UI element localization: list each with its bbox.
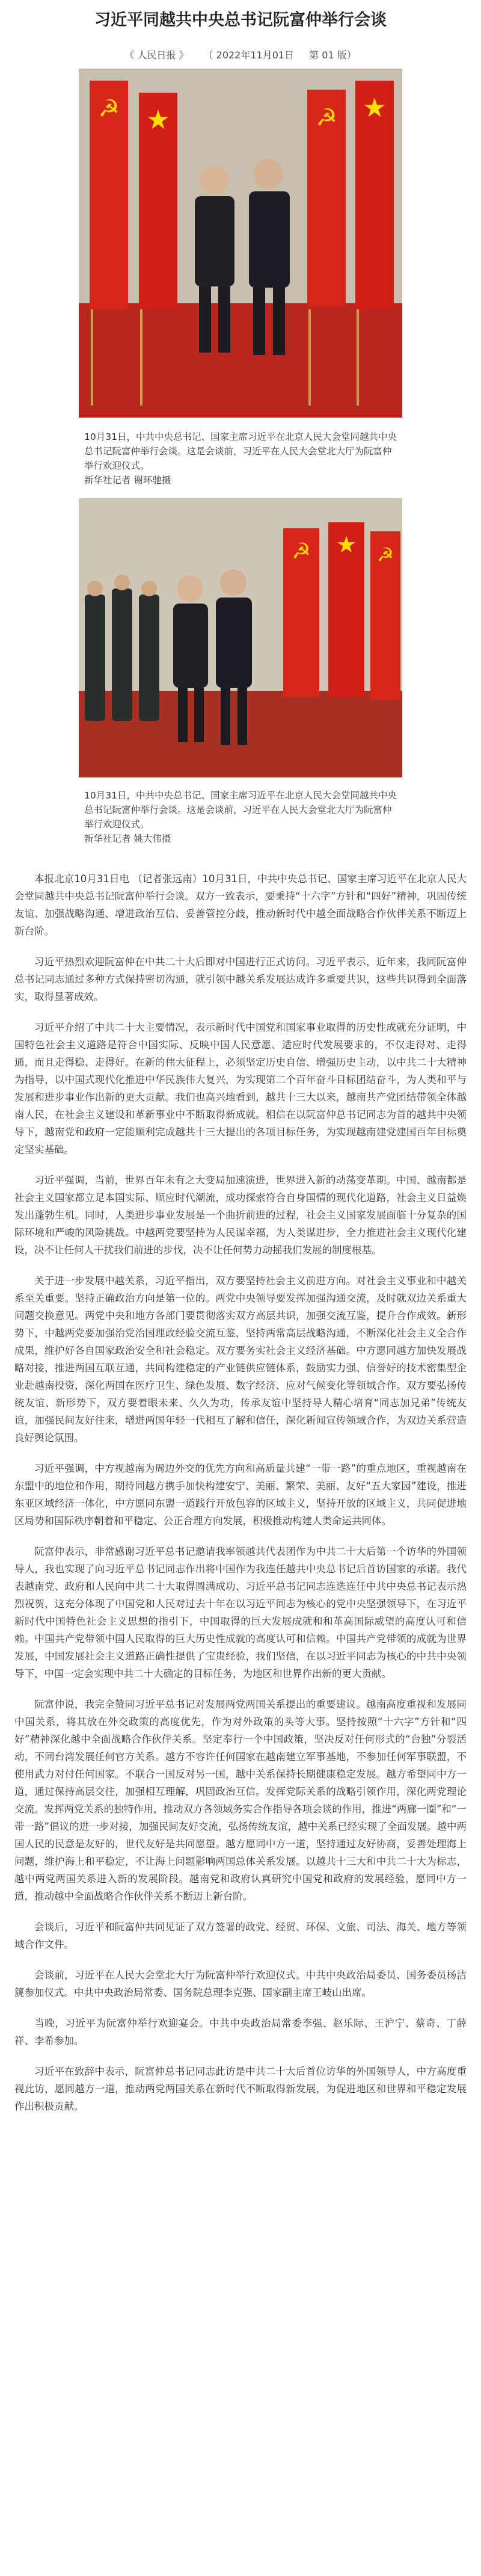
caption-credit: 新华社记者 姚大伟摄: [84, 833, 171, 844]
article-meta: [0, 48, 481, 63]
page-label: 第 01 版）: [309, 49, 357, 61]
article-body: [14, 870, 467, 2115]
paragraph: 本报北京10月31日电 （记者张远南）10月31日，中共中央总书记、国家主席习近平在北京人民大会堂同越共中央总书记阮富仲举行会谈。双方一致表示，要秉持“十六字”方针和“四好”精神，巩固传统友谊、加强战略沟通、增进政治互信、妥善管控分歧，推动新时代中越全面战略合作伙伴关系不断迈上新台阶。: [14, 873, 467, 937]
article-title: 习近平同越共中央总书记阮富仲举行会谈: [94, 11, 387, 29]
paragraph: 当晚，习近平为阮富仲举行欢迎宴会。中共中央政治局常委李强、赵乐际、王沪宁、蔡奇、丁薛祥、李希参加。: [14, 2018, 467, 2046]
svg-text:★: ★: [335, 531, 357, 558]
svg-text:☭: ☭: [291, 539, 311, 564]
svg-text:☭: ☭: [316, 104, 337, 132]
paragraph: 会谈前，习近平在人民大会堂北大厅为阮富仲举行欢迎仪式。中共中央政治局委员、国务委员杨洁篪参加仪式。中共中央政治局常委、国务院总理李克强、国家副主席王岐山出席。: [14, 1969, 467, 1998]
photo-welcome-ceremony: [79, 69, 402, 418]
paragraph: 习近平在致辞中表示，阮富仲总书记同志此访是中共二十大后首位访华的外国领导人，中方高度重视此访，愿同越方一道，推动两党两国关系在新时代不断取得新发展，为促进地区和世界和平稳定发展作出积极贡献。: [14, 2066, 467, 2112]
paragraph: 习近平热烈欢迎阮富仲在中共二十大后即对中国进行正式访问。习近平表示，近年来，我同阮富仲总书记同志通过多种方式保持密切沟通，就引领中越关系发展达成许多重要共识，这些共识得到全面落实，取得显著成效。: [14, 956, 467, 1002]
paragraph: 会谈后，习近平和阮富仲共同见证了双方签署的政党、经贸、环保、文旅、司法、海关、地方等领域合作文件。: [14, 1921, 467, 1950]
paragraph: 阮富仲表示，非常感谢习近平总书记邀请我率领越共代表团作为中共二十大后第一个访华的外国领导人，我也实现了向习近平总书记同志作出将中国作为我连任越共中央总书记后首访国家的承诺。我代表越南党、政府和人民向中共二十大取得圆满成功、习近平总书记同志连选连任中共中央总书记表示热烈祝贺，这充分体现了中国党和人民对过去十年在以习近平同志为核心的党中央坚强领导下，在习近平新时代中国特色社会主义思想的指引下，中国取得的巨大发展成就和和革高国际威望的高度认可和信赖。中国共产党带领中国人民取得的巨大历史性成就的高度认可和信赖。中国共产党带领的成就为世界发展，中国发展社会主义道路正确性提供了宝贵经验，我们坚信，在以习近平同志为核心的中共中央领导下，中国一定会实现中共二十大确定的目标任务，为地区和世界作出新的更大贡献。: [14, 1546, 467, 1679]
svg-text:☭: ☭: [98, 95, 120, 123]
caption-text: 10月31日，中共中央总书记、国家主席习近平在北京人民大会堂同越共中央总书记阮富仲举行会谈。这是会谈前，习近平在人民大会堂北大厅为阮富仲举行欢迎仪式。: [84, 431, 397, 471]
photo-caption-2: [84, 788, 397, 846]
svg-text:★: ★: [363, 93, 387, 123]
source-label: 《 人民日报 》: [124, 49, 189, 61]
paragraph: 关于进一步发展中越关系，习近平指出，双方要坚持社会主义前进方向。对社会主义事业和中越关系至关重要。坚持正确政治方向是第一位的。两党中央领导要发挥加强沟通交流，及时就双边关系重大问题交换意见。两党中央和地方各部门要贯彻落实双方高层共识，加强交流互鉴，提升合作成效。新形势下，中越两党要加强治党治国理政经验交流互鉴，坚持两常高层战略沟通，不断深化社会主义全合作成果，维护好各自国家政治安全和社会稳定。双方要务实社会主义经济基础。中方愿同越方加快发展战略对接，推进两国互联互通，共同构建稳定的产业链供应链体系，鼓励实力强、信誉好的技术密集型企业赴越南投资，深化两国在医疗卫生、绿色发展、数字经济、应对气候变化等领域合作。双方要弘扬传统友谊、新形势下，双方要着眼未来、久久为功，传承友谊中坚持导人精心培育“同志加兄弟”传统友谊，加强民间友好往来，增进两国年轻一代相互了解和信任，深化新闻宣传领域合作，为双边关系营造良好舆论氛围。: [14, 1275, 467, 1444]
photo-honor-guard: [79, 498, 402, 777]
paragraph: 阮富仲说，我完全赞同习近平总书记对发展两党两国关系提出的重要建议。越南高度重视和发展同中国关系，将其放在外交政策的高度优先，作为对外政策的头等大事。坚持按照“十六字”方针和“四好”精神深化越中全面战略合作伙伴关系。坚定奉行一个中国政策，坚决反对任何形式的“台独”分裂活动，不同台湾发展任何官方关系。越方不容许任何国家在越南建立军事基地，不参加任何军事联盟，不使用武力对付任何国家。不联合一国反对另一国，越中关系保持长期健康稳定发展。越方希望同中方一道，通过保持高层交往，加强相互理解，巩固政治互信。发挥党际关系的战略引领作用，深化两党理论交流。发挥两党关系的独特作用，推动双方各领域务实合作指导各项会谈的作用，推进“两廊一圈”和“一带一路”倡议的进一步对接，加强民间友好交流，弘扬传统友谊，越中关系已经实现了全面发展。越中两国人民的民意是友好的，世代友好是共同愿望。越方愿同中方一道，坚持通过友好协商，妥善处理海上问题，维护海上和平稳定，不让海上问题影响两国总体关系发展。以越共十三大和中共二十大为标志，越中两党两国关系进入新的发展阶段。越南党和政府认真研究中国党和政府的发展经验，愿同中方一道，推动越中全面战略合作伙伴关系不断迈上新台阶。: [14, 1699, 467, 1902]
photo-caption-1: [84, 430, 397, 487]
paragraph: 习近平介绍了中共二十大主要情况，表示新时代中国党和国家事业取得的历史性成就充分证明，中国特色社会主义道路是符合中国实际、反映中国人民意愿、适应时代发展要求的，不仅走得对、走得通，而且走得稳、走得好。在新的伟大征程上，必须坚定历史自信、增强历史主动，以中共二十大精神为指导，以中国式现代化推进中华民族伟大复兴，为实现第二个百年奋斗目标团结奋斗，为人类和平与发展和进步事业作出新的更大贡献。我们也高兴地看到，越共十三大以来，越南共产党团结带领全体越南人民，在社会主义建设和革新事业中不断取得新成就。相信在以阮富仲总书记同志为首的越共中央领导下，越南党和政府一定能顺利完成越共十三大提出的各项目标任务，为实现越南建党建国百年目标奠定坚实基础。: [14, 1022, 467, 1155]
svg-text:☭: ☭: [376, 543, 394, 566]
date-label: （ 2022年11月01日: [203, 49, 295, 61]
caption-credit: 新华社记者 谢环驰摄: [84, 475, 171, 486]
paragraph: 习近平强调，当前，世界百年未有之大变局加速演进，世界进入新的动荡变革期。中国、越南都是社会主义国家都立足本国实际、顺应时代潮流，成功探索符合自身国情的现代化道路，社会主义日益焕发出蓬勃生机。同时，人类进步事业发展是一个曲折前进的过程，社会主义国家发展面临十分复杂的国际环境和严峻的风险挑战。中越两党要坚持为人民谋幸福，为人类谋进步，全力推进社会主义现代化建设，决不让任何人干扰我们前进的步伐，决不让任何势力动摇我们发展的制度根基。: [14, 1175, 467, 1256]
caption-text: 10月31日，中共中央总书记、国家主席习近平在北京人民大会堂同越共中央总书记阮富仲举行会谈。这是会谈前，习近平在人民大会堂北大厅为阮富仲举行欢迎仪式。: [84, 790, 397, 830]
svg-text:★: ★: [146, 105, 170, 135]
paragraph: 习近平强调，中方视越南为周边外交的优先方向和高质量共建“一带一路”的重点地区，重视越南在东盟中的地位和作用，期待同越方携手加快构建安宁、美丽、繁荣、美丽、友好“五大家园”建设，推进东亚区域经济一体化，中方愿同东盟一道践行开放包容的区域主义，坚持开放的区域主义，共同促进地区局势和国际秩序朝着和平稳定、公正合理方向发展，积极推动构建人类命运共同体。: [14, 1463, 467, 1527]
